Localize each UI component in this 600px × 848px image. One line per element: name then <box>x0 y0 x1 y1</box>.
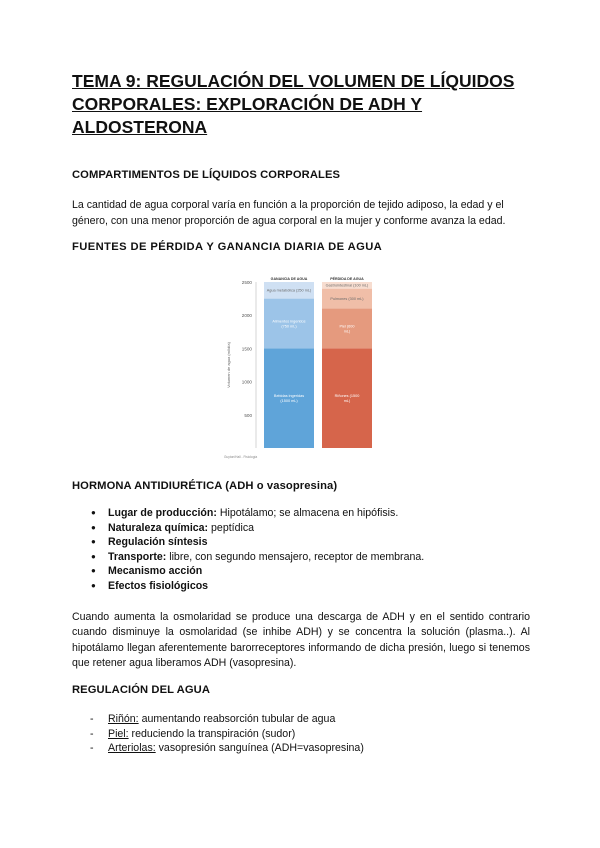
y-tick-label: 1500 <box>241 346 252 352</box>
bar-segment-label: Pulmones (300 mL) <box>330 296 364 301</box>
section-heading-fuentes: FUENTES DE PÉRDIDA Y GANANCIA DIARIA DE AGUA <box>72 241 383 253</box>
y-axis-label: Volumen de agua (ml/día) <box>226 342 231 388</box>
water-balance-chart-svg <box>222 272 382 462</box>
list-item: ● Lugar de producción: Hipotálamo; se almacena en hipófisis. <box>72 506 424 521</box>
list-item: - Arteriolas: vasopresión sanguínea (ADH=vasopresina) <box>72 741 364 756</box>
y-tick-label: 2500 <box>241 280 252 285</box>
y-tick-label: 2000 <box>241 313 252 319</box>
bar-segment-label: Agua metabólica (250 mL) <box>266 288 312 293</box>
list-item: ● Mecanismo acción <box>72 564 424 579</box>
section-heading-regulacion: REGULACIÓN DEL AGUA <box>72 684 211 696</box>
list-item: - Riñón: aumentando reabsorción tubular de agua <box>72 712 364 727</box>
list-item: ● Regulación síntesis <box>72 535 424 550</box>
water-regulation-list <box>72 712 364 756</box>
section-heading-compartimentos: COMPARTIMENTOS DE LÍQUIDOS CORPORALES <box>72 169 341 181</box>
document-title: TEMA 9: REGULACIÓN DEL VOLUMEN DE LÍQUIDOS CORPORALES: EXPLORACIÓN DE ADH Y ALDOSTERONA <box>72 71 515 137</box>
category-label: GANANCIA DE AGUA <box>270 277 308 281</box>
y-tick-label: 1000 <box>241 379 252 385</box>
bar-segment-label: Gastrointestinal (100 mL) <box>325 283 369 288</box>
bar-segment <box>264 299 314 349</box>
bar-segment-label: Alimentos ingeridos (750 mL) <box>272 319 306 329</box>
category-label: PÉRDIDA DE AGUA <box>330 277 364 281</box>
figure-source: Guyton/Hall - Fisiología <box>224 455 258 459</box>
y-tick-label: 500 <box>244 412 252 418</box>
list-item: - Piel: reduciendo la transpiración (sudor) <box>72 727 364 742</box>
bar-segment-label: Riñones (1500 mL) <box>334 394 360 404</box>
water-balance-chart <box>222 272 382 467</box>
bar-segment-label: Piel (600 mL) <box>339 324 355 334</box>
bar-segment-label: Bebidas ingeridas (1500 mL) <box>273 394 305 404</box>
list-item: ● Efectos fisiológicos <box>72 579 424 594</box>
paragraph-compartimentos: La cantidad de agua corporal varía en función a la proporción de tejido adiposo, la edad y el género, con una menor proporción de agua corporal en la mujer y conforme avanza la edad. <box>72 199 506 227</box>
list-item: ● Transporte: libre, con segundo mensajero, receptor de membrana. <box>72 550 424 565</box>
adh-properties-list <box>72 506 424 593</box>
list-item: ● Naturaleza química: peptídica <box>72 521 424 536</box>
section-heading-hormona: HORMONA ANTIDIURÉTICA (ADH o vasopresina) <box>72 480 338 492</box>
paragraph-osmolaridad: Cuando aumenta la osmolaridad se produce una descarga de ADH y en el sentido contrario cuando disminuye la osmolaridad (se inhibe ADH) y se concentra la solución (plasma..). Al hipotálamo llegan aferentemente barorreceptores informando de dicha presión, luego si tenemos que retener agua liberamos ADH (vasopresina). <box>72 611 530 669</box>
